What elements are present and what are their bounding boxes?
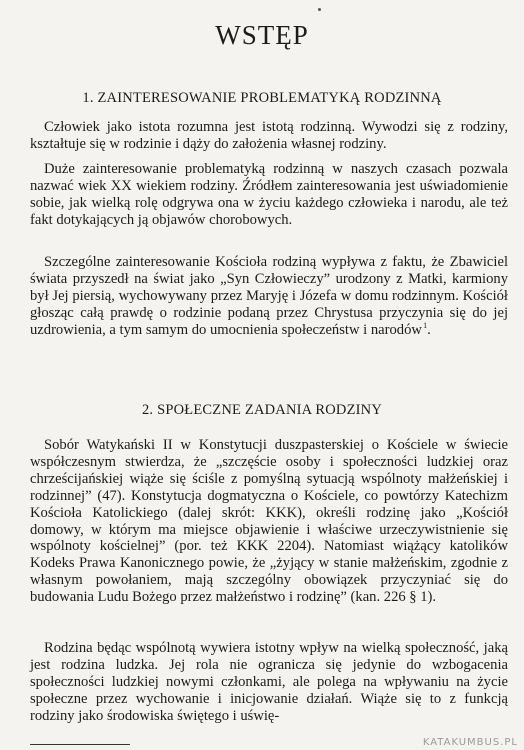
print-speck [318, 8, 321, 11]
section-1-paragraph-3-text: Szczególne zainteresowanie Kościoła rodziną wypływa z faktu, że Zbawiciel świata przyszedł na świat jako „Syn Człowieczy” urodzony z Matki, karmiony był Jej piersią, wychowywany przez Maryję i Józefa w domu rodzinnym. Kościół głosząc całą prawdę o rodzinie podaną przez Chrystusa przyczynia się do jej uzdrowienia, a tym samym do umocnienia społeczeństw i narodów [30, 254, 508, 338]
section-1-paragraph-2: Duże zainteresowanie problematyką rodzinną w naszych czasach pozwala nazwać wiek XX wiekiem rodziny. Źródłem zainteresowania jest uświadomienie sobie, jak wielką rolę odgrywa ona w życiu każdego człowieka i narodu, ale też fakt dotykających ją objawów chorobowych. [30, 161, 508, 228]
section-1-paragraph-1: Człowiek jako istota rozumna jest istotą rodzinną. Wywodzi się z rodziny, kształtuje się w rodzinie i dąży do założenia własnej rodziny. [30, 119, 508, 152]
section-2-heading: 2. SPOŁECZNE ZADANIA RODZINY [141, 402, 382, 418]
section-1-heading: 1. ZAINTERESOWANIE PROBLEMATYKĄ RODZINNĄ [82, 90, 442, 106]
section-1-paragraph-3: Szczególne zainteresowanie Kościoła rodziną wypływa z faktu, że Zbawiciel świata przyszedł na świat jako „Syn Człowieczy” urodzony z Matki, karmiony był Jej piersią, wychowywany przez Maryję i Józefa w domu rodzinnym. Kościół głosząc całą prawdę o rodzinie podaną przez Chrystusa przyczynia się do jej uzdrowienia, a tym samym do umocnienia społeczeństw i narodów $^1$. [30, 254, 508, 338]
section-2-paragraph-1: Sobór Watykański II w Konstytucji duszpasterskiej o Kościele w świecie współczesnym stwierdza, że „szczęście osoby i społeczności ludzkiej oraz chrześcijańskiej wiąże się ściśle z pomyślną sytuacją wspólnoty małżeńskiej i rodzinnej” (47). Konstytucja dogmatyczna o Kościele, co powtórzy Katechizm Kościoła Katolickiego (dalej skrót: KKK), określi rodzinę jako „Kościół domowy, w którym ma miejsce objawienie i właściwe urzeczywistnienie się wspólnoty kościelnej” (por. też KKK 2204). Natomiast wiążący katolików Kodeks Prawa Kanonicznego powie, że „żyjący w stanie małżeńskim, zgodnie z własnym powołaniem, mają szczególny obowiązek przyczyniać się do budowania Ludu Bożego przez małżeństwo i rodzinę” (kan. 226 § 1). [30, 437, 508, 606]
watermark: KATAKUMBUS.PL [422, 737, 518, 748]
section-2-paragraph-2: Rodzina będąc wspólnotą wywiera istotny wpływ na wielką społeczność, jaką jest rodzina ludzka. Jej rola nie ogranicza się jedynie do wzbogacenia społeczności ludzkiej nowymi członkami, ale polega na wpływaniu na życie społeczne przez wychowanie i inicjowanie działań. Wiąże się to z funkcją rodziny jako środowiska świętego i uświę- [30, 640, 508, 724]
footnote-separator [30, 744, 130, 745]
page-title: WSTĘP [215, 20, 309, 50]
footnote-ref: 1 [423, 320, 428, 330]
